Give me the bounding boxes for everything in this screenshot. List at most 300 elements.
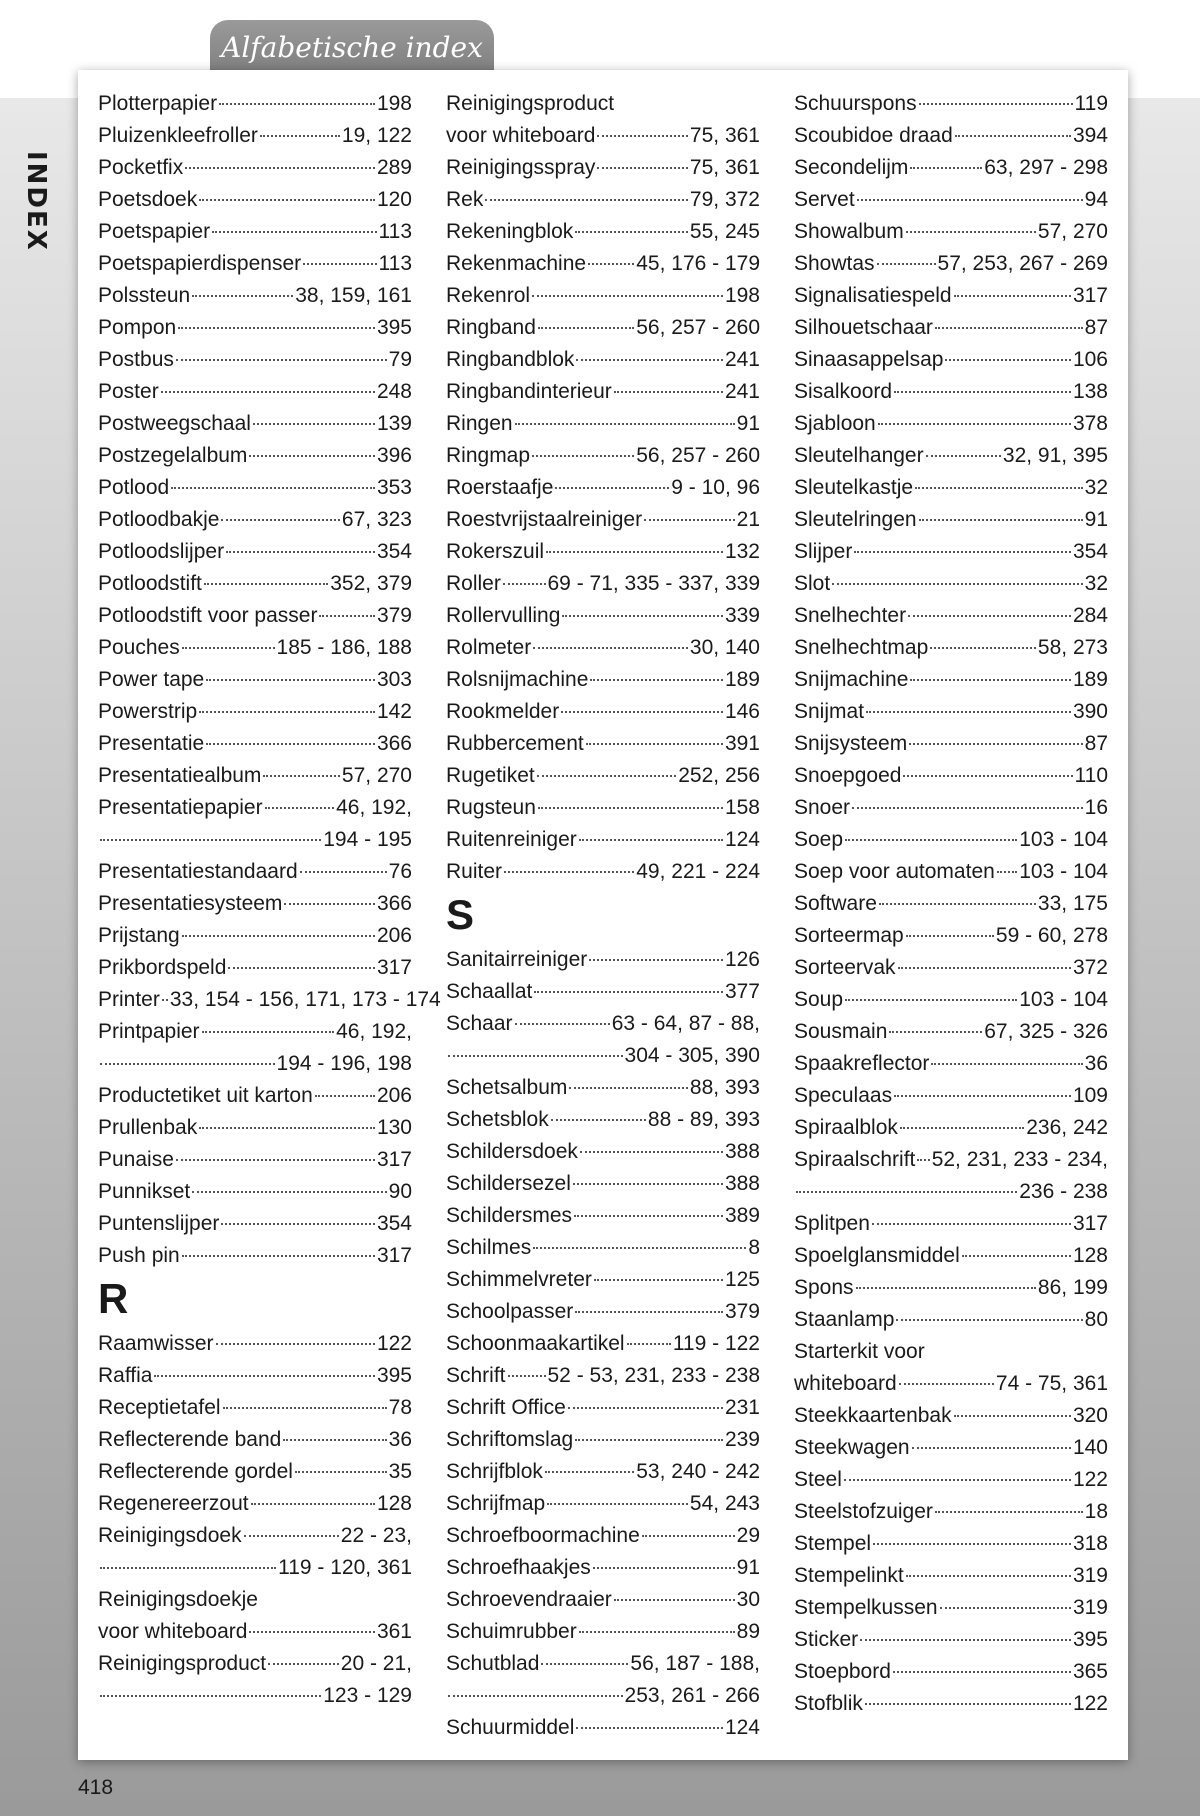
dot-leader xyxy=(249,1631,375,1633)
index-entry xyxy=(794,1400,1108,1432)
entry-term: Presentatiealbum xyxy=(98,764,262,787)
dot-leader xyxy=(865,1703,1071,1705)
index-entry xyxy=(794,1016,1108,1048)
entry-pages: 317 xyxy=(1072,1212,1108,1235)
entry-pages: 119 - 120, 361 xyxy=(278,1556,412,1579)
dot-leader xyxy=(857,199,1083,201)
index-entry xyxy=(794,792,1108,824)
entry-term: voor whiteboard xyxy=(446,124,596,147)
dot-leader xyxy=(216,1343,375,1345)
dot-leader xyxy=(906,231,1036,233)
dot-leader xyxy=(171,487,375,489)
entry-pages: 194 - 195 xyxy=(323,828,412,851)
dot-leader xyxy=(908,615,1071,617)
dot-leader xyxy=(202,1031,335,1033)
dot-leader xyxy=(251,1503,375,1505)
entry-pages: 231 xyxy=(724,1396,760,1419)
entry-pages: 91 xyxy=(736,1556,760,1579)
dot-leader xyxy=(533,1247,746,1249)
entry-pages: 198 xyxy=(724,284,760,307)
index-entry xyxy=(446,632,760,664)
dot-leader xyxy=(515,1023,610,1025)
entry-term: Presentatiepapier xyxy=(98,796,263,819)
dot-leader xyxy=(162,999,168,1001)
dot-leader xyxy=(537,775,677,777)
entry-term: Ringbandinterieur xyxy=(446,380,612,403)
entry-term: Snijmachine xyxy=(794,668,909,691)
index-entry xyxy=(98,696,412,728)
index-entry xyxy=(446,1680,760,1712)
entry-term: Schimmelvreter xyxy=(446,1268,592,1291)
entry-pages: 20 - 21, xyxy=(340,1652,412,1675)
entry-pages: 372 xyxy=(1072,956,1108,979)
entry-pages: 22 - 23, xyxy=(340,1524,412,1547)
entry-pages: 8 xyxy=(748,1236,760,1259)
dot-leader xyxy=(894,1095,1071,1097)
entry-term: Snijmat xyxy=(794,700,865,723)
dot-leader xyxy=(206,743,375,745)
entry-term: Schrijfblok xyxy=(446,1460,543,1483)
index-entry xyxy=(446,1456,760,1488)
entry-pages: 320 xyxy=(1072,1404,1108,1427)
entry-term: Schilmes xyxy=(446,1236,532,1259)
dot-leader xyxy=(295,1471,387,1473)
index-entry xyxy=(446,1104,760,1136)
entry-term: Stoepbord xyxy=(794,1660,891,1683)
index-column-1 xyxy=(98,88,441,1712)
entry-term: Spiraalblok xyxy=(794,1116,898,1139)
dot-leader xyxy=(917,1159,929,1161)
entry-term: Receptietafel xyxy=(98,1396,221,1419)
dot-leader xyxy=(185,167,375,169)
entry-pages: 46, 192, xyxy=(336,1020,412,1043)
index-entry xyxy=(794,504,1108,536)
index-column-2 xyxy=(446,88,760,1744)
index-entry xyxy=(98,1392,412,1424)
entry-pages: 53, 240 - 242 xyxy=(636,1460,760,1483)
dot-leader xyxy=(315,1095,375,1097)
dot-leader xyxy=(955,135,1071,137)
entry-pages: 74 - 75, 361 xyxy=(995,1372,1108,1395)
dot-leader xyxy=(546,551,723,553)
index-entry xyxy=(794,1240,1108,1272)
entry-term: Schildersdoek xyxy=(446,1140,578,1163)
index-entry xyxy=(98,1552,412,1584)
entry-pages: 125 xyxy=(724,1268,760,1291)
entry-pages: 128 xyxy=(1072,1244,1108,1267)
index-column-3 xyxy=(794,88,1108,1720)
index-entry xyxy=(98,152,412,184)
index-entry xyxy=(794,1144,1108,1176)
entry-pages: 122 xyxy=(1072,1468,1108,1491)
dot-leader xyxy=(192,1191,386,1193)
dot-leader xyxy=(597,167,688,169)
entry-term: Steel xyxy=(794,1468,842,1491)
dot-leader xyxy=(906,935,994,937)
index-entry xyxy=(446,1360,760,1392)
entry-term: Soep voor automaten xyxy=(794,860,995,883)
index-entry xyxy=(794,1496,1108,1528)
entry-term: Reflecterende gordel xyxy=(98,1460,293,1483)
index-entry xyxy=(98,856,412,888)
index-entry xyxy=(446,88,760,120)
entry-term: Schrijfmap xyxy=(446,1492,546,1515)
index-entry xyxy=(446,792,760,824)
index-entry xyxy=(794,1592,1108,1624)
index-entry xyxy=(794,824,1108,856)
index-entry xyxy=(98,1424,412,1456)
entry-term: Splitpen xyxy=(794,1212,870,1235)
entry-term: Ruiter xyxy=(446,860,503,883)
entry-pages: 18 xyxy=(1084,1500,1108,1523)
entry-term: Sleutelhanger xyxy=(794,444,924,467)
entry-pages: 189 xyxy=(724,668,760,691)
entry-pages: 317 xyxy=(376,956,412,979)
index-entry xyxy=(446,944,760,976)
index-entry xyxy=(98,632,412,664)
dot-leader xyxy=(910,679,1071,681)
dot-leader xyxy=(954,1415,1071,1417)
index-entry xyxy=(446,1008,760,1040)
index-entry xyxy=(446,280,760,312)
index-entry xyxy=(446,1040,760,1072)
index-entry xyxy=(98,1520,412,1552)
dot-leader xyxy=(588,263,634,265)
entry-term: Silhouetschaar xyxy=(794,316,933,339)
dot-leader xyxy=(176,359,387,361)
dot-leader xyxy=(576,1727,723,1729)
dot-leader xyxy=(178,327,375,329)
entry-pages: 36 xyxy=(1084,1052,1108,1075)
entry-pages: 76 xyxy=(388,860,412,883)
entry-term: Starterkit voor xyxy=(794,1340,925,1363)
dot-leader xyxy=(551,1119,646,1121)
index-entry xyxy=(98,1048,412,1080)
index-entry xyxy=(98,1208,412,1240)
index-entry xyxy=(446,696,760,728)
entry-pages: 361 xyxy=(376,1620,412,1643)
index-entry xyxy=(98,1584,412,1616)
entry-pages: 319 xyxy=(1072,1596,1108,1619)
index-entry xyxy=(446,664,760,696)
entry-pages: 57, 253, 267 - 269 xyxy=(937,252,1108,275)
entry-pages: 69 - 71, 335 - 337, 339 xyxy=(547,572,760,595)
entry-pages: 379 xyxy=(724,1300,760,1323)
entry-pages: 252, 256 xyxy=(678,764,760,787)
index-entry xyxy=(98,280,412,312)
entry-pages: 304 - 305, 390 xyxy=(624,1044,760,1067)
entry-term: Pocketfix xyxy=(98,156,184,179)
entry-term: Rolmeter xyxy=(446,636,532,659)
index-entry xyxy=(98,664,412,696)
index-entry xyxy=(98,1680,412,1712)
index-page xyxy=(78,70,1128,1760)
page-number: 418 xyxy=(78,1776,114,1799)
entry-term: Spaakreflector xyxy=(794,1052,930,1075)
entry-term: Stofblik xyxy=(794,1692,863,1715)
dot-leader xyxy=(182,935,375,937)
entry-pages: 57, 270 xyxy=(1037,220,1108,243)
entry-pages: 158 xyxy=(724,796,760,819)
entry-term: Punaise xyxy=(98,1148,174,1171)
entry-pages: 90 xyxy=(388,1180,412,1203)
entry-pages: 59 - 60, 278 xyxy=(995,924,1108,947)
index-entry xyxy=(794,1464,1108,1496)
dot-leader xyxy=(796,1191,1017,1193)
entry-pages: 110 xyxy=(1074,764,1108,787)
entry-pages: 140 xyxy=(1072,1436,1108,1459)
dot-leader xyxy=(575,231,688,233)
entry-term: Signalisatiespeld xyxy=(794,284,952,307)
dot-leader xyxy=(852,807,1083,809)
entry-pages: 30, 140 xyxy=(689,636,760,659)
entry-pages: 353 xyxy=(376,476,412,499)
dot-leader xyxy=(206,679,375,681)
index-entry xyxy=(446,184,760,216)
entry-term: Rollervulling xyxy=(446,604,561,627)
entry-pages: 395 xyxy=(1072,1628,1108,1651)
entry-pages: 88 - 89, 393 xyxy=(647,1108,760,1131)
index-entry xyxy=(98,504,412,536)
entry-pages: 206 xyxy=(376,1084,412,1107)
index-entry xyxy=(794,760,1108,792)
index-entry xyxy=(794,1176,1108,1208)
entry-term: Showtas xyxy=(794,252,875,275)
index-entry xyxy=(98,1360,412,1392)
entry-term: Printpapier xyxy=(98,1020,200,1043)
entry-term: Sisalkoord xyxy=(794,380,893,403)
entry-pages: 19, 122 xyxy=(341,124,412,147)
entry-pages: 88, 393 xyxy=(689,1076,760,1099)
dot-leader xyxy=(597,135,688,137)
entry-pages: 87 xyxy=(1084,732,1108,755)
entry-term: Pouches xyxy=(98,636,180,659)
dot-leader xyxy=(100,839,321,841)
entry-pages: 67, 323 xyxy=(341,508,412,531)
index-entry xyxy=(794,440,1108,472)
index-entry xyxy=(98,600,412,632)
dot-leader xyxy=(268,1663,339,1665)
entry-term: voor whiteboard xyxy=(98,1620,248,1643)
entry-pages: 94 xyxy=(1084,188,1108,211)
entry-term: whiteboard xyxy=(794,1372,897,1395)
index-entry xyxy=(446,856,760,888)
entry-pages: 253, 261 - 266 xyxy=(624,1684,760,1707)
side-label-text: INDEX xyxy=(21,151,51,252)
entry-term: Rookmelder xyxy=(446,700,560,723)
index-entry xyxy=(794,632,1108,664)
dot-leader xyxy=(504,871,634,873)
index-entry xyxy=(794,1560,1108,1592)
dot-leader xyxy=(176,1159,375,1161)
entry-pages: 317 xyxy=(1072,284,1108,307)
index-entry xyxy=(446,504,760,536)
entry-pages: 146 xyxy=(724,700,760,723)
entry-term: Sousmain xyxy=(794,1020,888,1043)
entry-term: Reinigingsproduct xyxy=(98,1652,267,1675)
dot-leader xyxy=(154,1375,374,1377)
entry-term: Presentatiestandaard xyxy=(98,860,298,883)
entry-term: Schildersezel xyxy=(446,1172,571,1195)
index-entry xyxy=(794,1688,1108,1720)
entry-pages: 32 xyxy=(1084,476,1108,499)
entry-pages: 130 xyxy=(376,1116,412,1139)
index-entry xyxy=(98,1080,412,1112)
index-entry xyxy=(98,184,412,216)
dot-leader xyxy=(879,903,1036,905)
dot-leader xyxy=(915,487,1083,489)
index-entry xyxy=(794,1432,1108,1464)
entry-pages: 395 xyxy=(376,1364,412,1387)
dot-leader xyxy=(997,871,1017,873)
index-entry xyxy=(98,440,412,472)
dot-leader xyxy=(249,455,375,457)
entry-term: Regenereerzout xyxy=(98,1492,249,1515)
entry-term: Schuurspons xyxy=(794,92,917,115)
entry-pages: 388 xyxy=(724,1172,760,1195)
entry-pages: 142 xyxy=(376,700,412,723)
entry-term: Productetiket uit karton xyxy=(98,1084,313,1107)
entry-pages: 29 xyxy=(736,1524,760,1547)
entry-pages: 365 xyxy=(1072,1660,1108,1683)
entry-pages: 241 xyxy=(724,348,760,371)
entry-pages: 354 xyxy=(376,540,412,563)
entry-term: Potlood xyxy=(98,476,170,499)
entry-term: Presentatiesysteem xyxy=(98,892,283,915)
entry-pages: 103 - 104 xyxy=(1019,828,1108,851)
index-entry xyxy=(446,1200,760,1232)
index-entry xyxy=(98,1112,412,1144)
entry-pages: 377 xyxy=(724,980,760,1003)
entry-term: Rekeningblok xyxy=(446,220,574,243)
entry-term: Schuimrubber xyxy=(446,1620,577,1643)
index-entry xyxy=(446,472,760,504)
entry-pages: 317 xyxy=(376,1244,412,1267)
entry-term: Schetsalbum xyxy=(446,1076,568,1099)
entry-pages: 354 xyxy=(1072,540,1108,563)
index-entry xyxy=(98,888,412,920)
dot-leader xyxy=(182,647,275,649)
index-entry xyxy=(794,1208,1108,1240)
entry-pages: 38, 159, 161 xyxy=(295,284,412,307)
index-entry xyxy=(794,920,1108,952)
dot-leader xyxy=(100,1567,276,1569)
index-entry xyxy=(794,312,1108,344)
entry-term: Stempelinkt xyxy=(794,1564,904,1587)
dot-leader xyxy=(161,391,375,393)
entry-term: Rokerszuil xyxy=(446,540,545,563)
entry-term: Sorteervak xyxy=(794,956,896,979)
index-entry xyxy=(794,856,1108,888)
index-entry xyxy=(794,1336,1108,1368)
dot-leader xyxy=(575,1311,723,1313)
entry-pages: 388 xyxy=(724,1140,760,1163)
entry-pages: 106 xyxy=(1072,348,1108,371)
dot-leader xyxy=(642,1535,735,1537)
entry-term: Raamwisser xyxy=(98,1332,214,1355)
entry-pages: 248 xyxy=(376,380,412,403)
index-entry xyxy=(446,408,760,440)
entry-term: Reflecterende band xyxy=(98,1428,282,1451)
entry-pages: 113 xyxy=(378,220,412,243)
entry-term: Printer xyxy=(98,988,160,1011)
index-entry xyxy=(446,1712,760,1744)
entry-term: Schutblad xyxy=(446,1652,540,1675)
entry-term: Slijper xyxy=(794,540,853,563)
dot-leader xyxy=(931,1063,1082,1065)
entry-pages: 189 xyxy=(1072,668,1108,691)
entry-term: Spons xyxy=(794,1276,854,1299)
entry-term: Schetsblok xyxy=(446,1108,549,1131)
index-entry xyxy=(98,88,412,120)
index-entry xyxy=(446,1072,760,1104)
index-entry xyxy=(446,1424,760,1456)
dot-leader xyxy=(935,1511,1083,1513)
entry-term: Rugsteun xyxy=(446,796,536,819)
entry-pages: 45, 176 - 179 xyxy=(636,252,760,275)
entry-pages: 63, 297 - 298 xyxy=(984,156,1108,179)
index-entry xyxy=(446,1136,760,1168)
entry-term: Raffia xyxy=(98,1364,153,1387)
entry-term: Rugetiket xyxy=(446,764,535,787)
dot-leader xyxy=(574,1215,723,1217)
entry-term: Snijsysteem xyxy=(794,732,908,755)
dot-leader xyxy=(508,1375,546,1377)
entry-pages: 54, 243 xyxy=(689,1492,760,1515)
index-entry xyxy=(446,600,760,632)
index-entry xyxy=(794,1656,1108,1688)
dot-leader xyxy=(534,991,723,993)
dot-leader xyxy=(199,199,375,201)
entry-pages: 122 xyxy=(376,1332,412,1355)
entry-pages: 57, 270 xyxy=(341,764,412,787)
entry-pages: 103 - 104 xyxy=(1019,860,1108,883)
dot-leader xyxy=(903,775,1072,777)
entry-term: Roerstaafje xyxy=(446,476,554,499)
entry-pages: 103 - 104 xyxy=(1019,988,1108,1011)
dot-leader xyxy=(448,1055,623,1057)
dot-leader xyxy=(303,263,376,265)
entry-term: Poster xyxy=(98,380,159,403)
index-entry xyxy=(794,216,1108,248)
index-entry xyxy=(98,824,412,856)
dot-leader xyxy=(866,711,1071,713)
entry-pages: 63 - 64, 87 - 88, xyxy=(611,1012,760,1035)
entry-pages: 55, 245 xyxy=(689,220,760,243)
index-entry xyxy=(446,440,760,472)
dot-leader xyxy=(192,295,293,297)
entry-term: Rekenmachine xyxy=(446,252,587,275)
index-entry xyxy=(98,248,412,280)
entry-pages: 236, 242 xyxy=(1026,1116,1108,1139)
entry-pages: 33, 175 xyxy=(1037,892,1108,915)
index-entry xyxy=(794,1528,1108,1560)
entry-term: Pluizenkleefroller xyxy=(98,124,258,147)
entry-pages: 139 xyxy=(376,412,412,435)
entry-term: Stempelkussen xyxy=(794,1596,938,1619)
dot-leader xyxy=(228,967,375,969)
index-entry xyxy=(446,1328,760,1360)
index-entry xyxy=(794,952,1108,984)
entry-term: Soep xyxy=(794,828,844,851)
index-entry xyxy=(794,184,1108,216)
index-entry xyxy=(794,344,1108,376)
dot-leader xyxy=(244,1535,339,1537)
dot-leader xyxy=(579,1631,735,1633)
entry-term: Rekenrol xyxy=(446,284,531,307)
entry-term: Schriftomslag xyxy=(446,1428,574,1451)
index-entry xyxy=(98,1488,412,1520)
